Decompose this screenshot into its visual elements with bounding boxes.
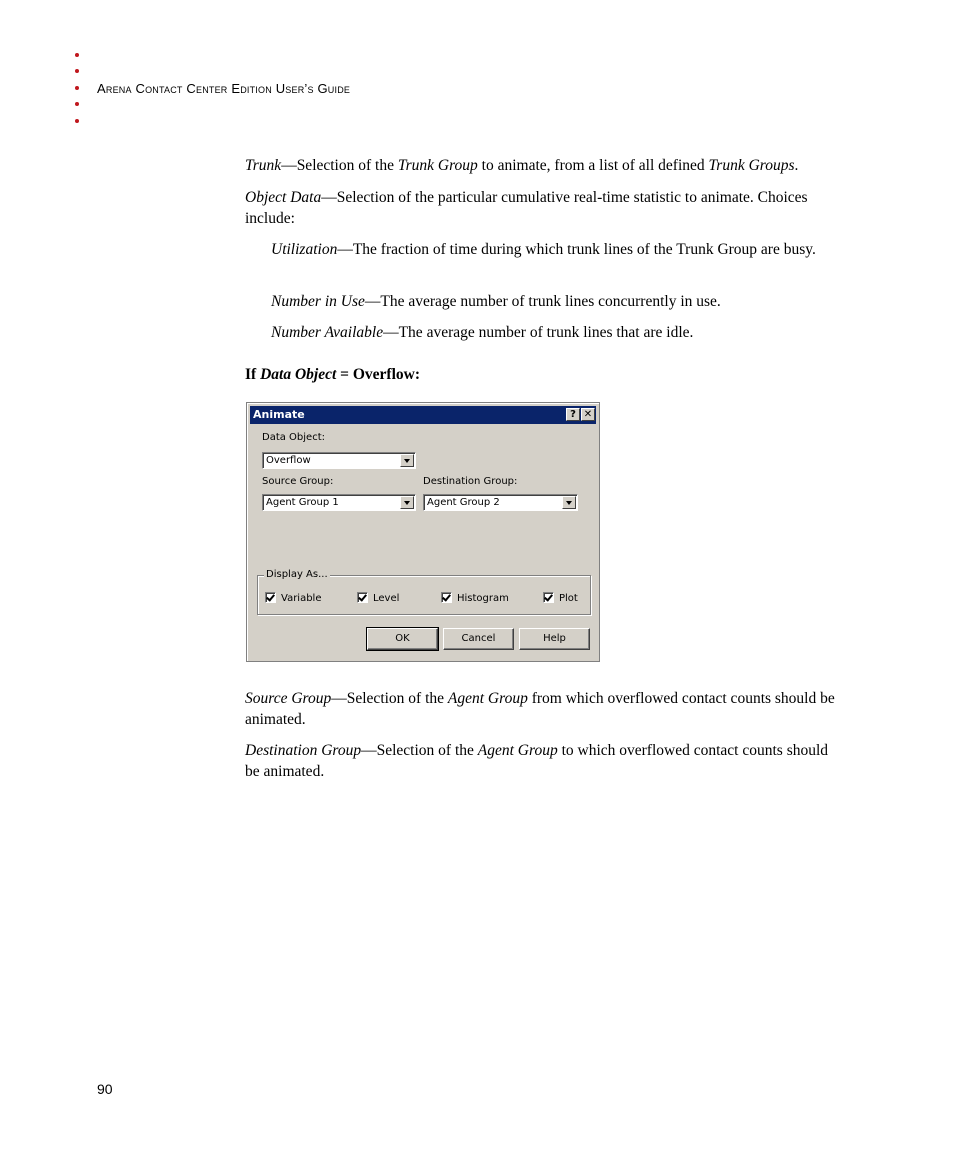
bullet-icon — [75, 119, 79, 123]
source-group-label: Source Group: — [262, 476, 334, 487]
chevron-down-icon[interactable] — [400, 496, 414, 509]
ok-button[interactable]: OK — [367, 628, 438, 650]
help-button[interactable]: Help — [519, 628, 590, 650]
section-heading — [245, 366, 420, 384]
text: . — [794, 157, 799, 174]
term-agent-group: Agent Group — [447, 690, 528, 707]
term-number-available: Number Available — [271, 324, 384, 341]
margin-bullets — [73, 47, 433, 129]
bullet-icon — [75, 69, 79, 73]
paragraph-source-group — [245, 689, 835, 730]
text: to which overflowed contact counts should be animated. — [245, 742, 829, 780]
checkbox-label: Plot — [559, 593, 578, 604]
destination-group-select[interactable] — [423, 494, 578, 511]
page-number: 90 — [97, 1081, 113, 1097]
term-trunk: Trunk — [245, 157, 282, 174]
chevron-down-icon[interactable] — [400, 454, 414, 467]
term-trunk-groups: Trunk Groups — [708, 157, 795, 174]
checkbox-checked-icon[interactable] — [441, 592, 452, 603]
cancel-button[interactable]: Cancel — [443, 628, 514, 650]
bullet-icon — [75, 53, 79, 57]
running-header: Arena Contact Center Edition User’s Guide — [97, 80, 351, 96]
paragraph-object-data — [245, 188, 855, 229]
text: from which overflowed contact counts should be animated. — [245, 690, 835, 728]
paragraph-trunk — [245, 156, 855, 177]
text: If — [245, 366, 261, 383]
animate-dialog — [246, 402, 600, 662]
data-object-label: Data Object: — [262, 432, 325, 443]
checkbox-label: Variable — [281, 593, 322, 604]
data-object-value: Overflow — [266, 455, 311, 466]
text: —Selection of the — [281, 157, 398, 174]
term-destination-group: Destination Group — [245, 742, 362, 759]
bullet-icon — [75, 102, 79, 106]
text: to animate, from a list of all defined — [477, 157, 709, 174]
destination-group-value: Agent Group 2 — [427, 497, 500, 508]
close-icon[interactable]: ✕ — [581, 408, 595, 421]
level-checkbox[interactable] — [357, 592, 399, 604]
checkbox-checked-icon[interactable] — [357, 592, 368, 603]
variable-checkbox[interactable] — [265, 592, 322, 604]
text: —Selection of the — [361, 742, 478, 759]
text: —The average number of trunk lines that are idle. — [383, 324, 694, 341]
source-group-value: Agent Group 1 — [266, 497, 339, 508]
term-agent-group: Agent Group — [477, 742, 558, 759]
paragraph-number-available — [271, 323, 851, 344]
plot-checkbox[interactable] — [543, 592, 578, 604]
text: —The average number of trunk lines concurrently in use. — [364, 293, 721, 310]
text: —Selection of the — [331, 690, 448, 707]
dialog-title: Animate — [253, 408, 305, 421]
text: = Overflow: — [336, 366, 421, 383]
term-utilization: Utilization — [271, 241, 338, 258]
term-source-group: Source Group — [245, 690, 332, 707]
paragraph-number-in-use — [271, 292, 851, 313]
data-object-select[interactable] — [262, 452, 416, 469]
checkbox-label: Histogram — [457, 593, 509, 604]
help-icon[interactable]: ? — [566, 408, 580, 421]
checkbox-checked-icon[interactable] — [543, 592, 554, 603]
bullet-icon — [75, 86, 79, 90]
text: —Selection of the particular cumulative real-time statistic to animate. Choices include: — [245, 189, 808, 227]
term-data-object: Data Object — [260, 366, 337, 383]
histogram-checkbox[interactable] — [441, 592, 509, 604]
term-number-in-use: Number in Use — [271, 293, 365, 310]
paragraph-utilization — [271, 240, 836, 261]
display-as-label: Display As... — [266, 569, 328, 580]
paragraph-destination-group — [245, 741, 845, 782]
dialog-titlebar — [250, 406, 596, 424]
source-group-select[interactable] — [262, 494, 416, 511]
text: —The fraction of time during which trunk lines of the Trunk Group are busy. — [337, 241, 816, 258]
checkbox-checked-icon[interactable] — [265, 592, 276, 603]
destination-group-label: Destination Group: — [423, 476, 518, 487]
checkbox-label: Level — [373, 593, 400, 604]
term-trunk-group: Trunk Group — [397, 157, 478, 174]
term-object-data: Object Data — [245, 189, 322, 206]
chevron-down-icon[interactable] — [562, 496, 576, 509]
display-as-group — [257, 569, 591, 615]
